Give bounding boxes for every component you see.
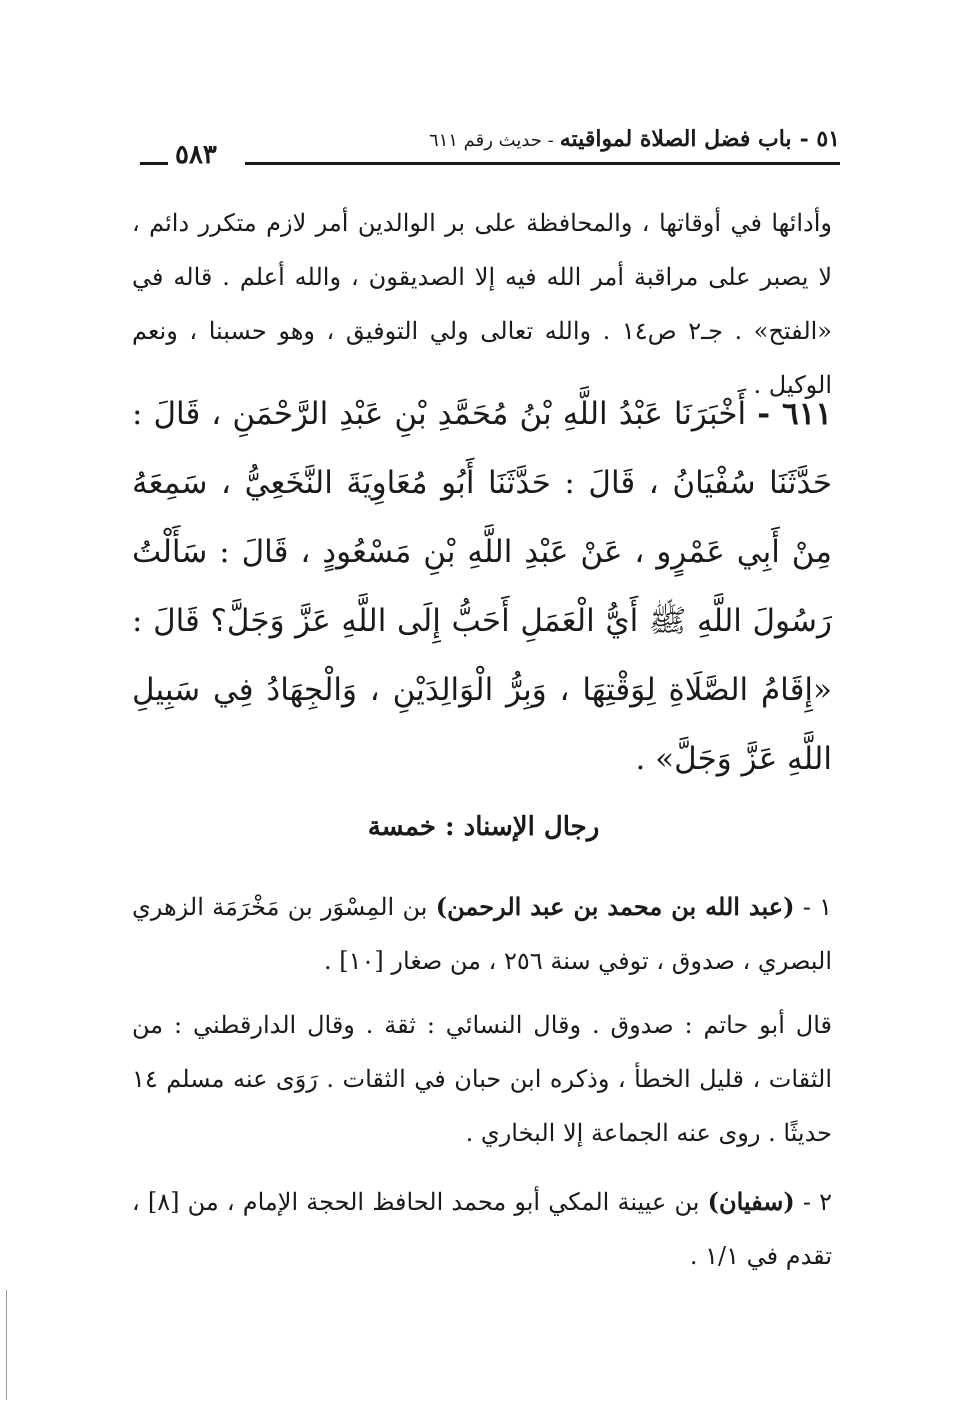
chapter-number: ٥١ - xyxy=(799,126,840,152)
page-number-dash xyxy=(140,162,168,165)
narrator-1-name: (عبد الله بن محمد بن عبد الرحمن) xyxy=(435,892,795,921)
narrator-2-entry xyxy=(132,1175,832,1283)
chapter-title: باب فضل الصلاة لمواقيته xyxy=(559,126,792,152)
hadith-text: أَخْبَرَنَا عَبْدُ اللَّهِ بْنُ مُحَمَّدِ بْنِ عَبْدِ الرَّحْمَنِ ، قَالَ : حَدَّثَنَا سُفْيَانُ ، قَالَ : حَدَّثَنَا أَبُو مُعَاوِيَةَ النَّخَعِيُّ ، سَمِعَهُ مِنْ أَبِي عَمْرٍو ، عَنْ عَبْدِ اللَّهِ بْنِ مَسْعُودٍ ، قَالَ : سَأَلْتُ رَسُولَ اللَّهِ ﷺ أَيُّ الْعَمَلِ أَحَبُّ إِلَى اللَّهِ عَزَّ وَجَلَّ؟ قَالَ : «إِقَامُ الصَّلَاةِ لِوَقْتِهَا ، وَبِرُّ الْوَالِدَيْنِ ، وَالْجِهَادُ فِي سَبِيلِ اللَّهِ عَزَّ وَجَلَّ» . xyxy=(132,396,832,777)
intro-paragraph: وأدائها في أوقاتها ، والمحافظة على بر الوالدين أمر لازم متكرر دائم ، لا يصبر على مراقبة أمر الله فيه إلا الصديقون ، والله أعلم . قاله في «الفتح» . جـ٢ ص١٤ . والله تعالى ولي التوفيق ، وهو حسبنا ، ونعم الوكيل . xyxy=(132,209,832,399)
narrator-1-number: ١ - xyxy=(802,893,833,921)
hadith-reference: - حديث رقم ٦١١ xyxy=(428,130,554,151)
scan-edge-line xyxy=(6,1290,7,1400)
hadith-text-block xyxy=(132,380,832,794)
narrator-2-details: بن عيينة المكي أبو محمد الحافظ الحجة الإمام ، من [٨] ، تقدم في ١/١ . xyxy=(132,1188,832,1270)
running-header xyxy=(140,126,840,176)
narrator-2-number: ٢ - xyxy=(802,1188,833,1216)
hadith-number: ٦١١ - xyxy=(757,396,832,432)
page-number: ٥٨٣ xyxy=(175,140,217,170)
section-heading: رجال الإسناد : خمسة xyxy=(367,812,600,842)
narrator-1-details: بن المِسْوَر بن مَخْرَمَة الزهري البصري ، صدوق ، توفي سنة ٢٥٦ ، من صغار [١٠] . xyxy=(132,893,832,975)
narrator-1-notes: قال أبو حاتم : صدوق . وقال النسائي : ثقة . وقال الدارقطني : من الثقات ، قليل الخطأ ، وذكره ابن حبان في الثقات . رَوَى عنه مسلم ١٤ حديثًا . روى عنه الجماعة إلا البخاري . xyxy=(132,1011,832,1147)
narrator-2-name: (سفيان) xyxy=(707,1187,795,1216)
header-title xyxy=(429,126,840,152)
header-rule xyxy=(245,162,840,165)
narrator-1-entry xyxy=(132,880,832,988)
